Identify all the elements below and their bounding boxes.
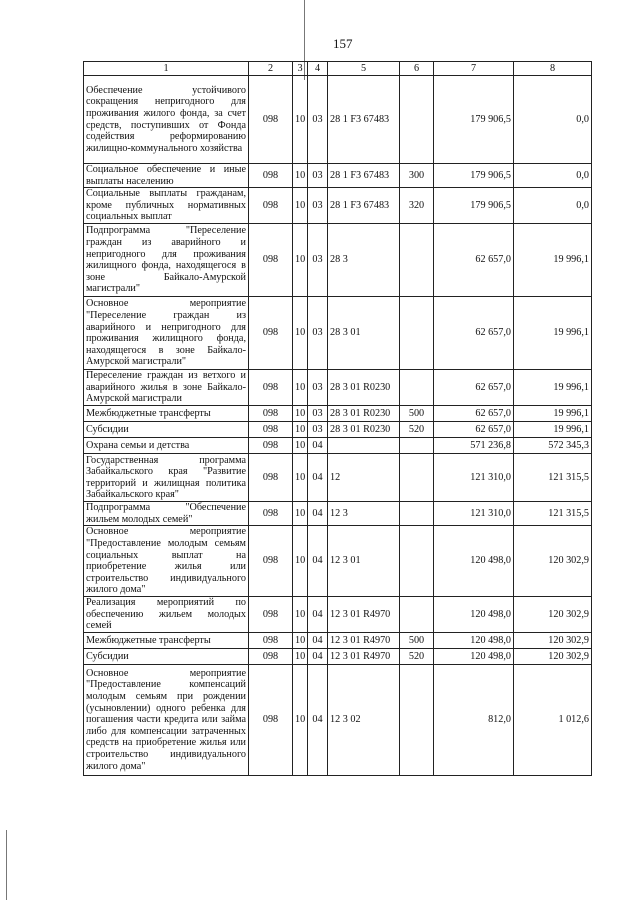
cell-name: Государственная программа Забайкальского края "Развитие территорий и жилищная политика Забайкальского края" bbox=[84, 454, 249, 502]
table-row bbox=[84, 188, 592, 224]
table-row bbox=[84, 76, 592, 164]
cell-grbs-code: 098 bbox=[249, 596, 293, 632]
cell-grbs-code: 098 bbox=[249, 454, 293, 502]
cell-amount-year-2: 121 315,5 bbox=[514, 454, 592, 502]
cell-grbs-code: 098 bbox=[249, 297, 293, 370]
cell-subsection-code: 04 bbox=[308, 454, 328, 502]
cell-expense-type-code bbox=[400, 596, 434, 632]
cell-expense-type-code: 520 bbox=[400, 422, 434, 438]
table-body bbox=[84, 76, 592, 776]
cell-amount-year-2: 19 996,1 bbox=[514, 370, 592, 406]
cell-amount-year-1: 62 657,0 bbox=[434, 224, 514, 297]
header-row bbox=[84, 62, 592, 76]
cell-name: Подпрограмма "Обеспечение жильем молодых семей" bbox=[84, 502, 249, 526]
cell-amount-year-1: 179 906,5 bbox=[434, 164, 514, 188]
table-row bbox=[84, 526, 592, 597]
cell-section-code: 10 bbox=[293, 526, 308, 597]
cell-grbs-code: 098 bbox=[249, 76, 293, 164]
cell-subsection-code: 04 bbox=[308, 664, 328, 775]
header-col-6: 6 bbox=[400, 62, 434, 76]
cell-section-code: 10 bbox=[293, 422, 308, 438]
cell-amount-year-1: 120 498,0 bbox=[434, 526, 514, 597]
cell-target-code: 12 3 02 bbox=[328, 664, 400, 775]
budget-table bbox=[83, 61, 592, 776]
cell-expense-type-code bbox=[400, 502, 434, 526]
cell-expense-type-code bbox=[400, 297, 434, 370]
cell-name: Охрана семьи и детства bbox=[84, 438, 249, 454]
cell-section-code: 10 bbox=[293, 76, 308, 164]
cell-name: Подпрограмма "Переселение граждан из аварийного и непригодного для проживания жилищного фонда, находящегося в зоне Байкало-Амурской магистрали" bbox=[84, 224, 249, 297]
cell-subsection-code: 04 bbox=[308, 502, 328, 526]
cell-subsection-code: 03 bbox=[308, 370, 328, 406]
cell-target-code bbox=[328, 438, 400, 454]
cell-expense-type-code: 520 bbox=[400, 648, 434, 664]
cell-grbs-code: 098 bbox=[249, 164, 293, 188]
cell-amount-year-2: 120 302,9 bbox=[514, 596, 592, 632]
header-col-4: 4 bbox=[308, 62, 328, 76]
cell-expense-type-code bbox=[400, 526, 434, 597]
cell-target-code: 28 1 F3 67483 bbox=[328, 188, 400, 224]
cell-amount-year-1: 120 498,0 bbox=[434, 596, 514, 632]
table-row bbox=[84, 297, 592, 370]
cell-amount-year-2: 572 345,3 bbox=[514, 438, 592, 454]
cell-grbs-code: 098 bbox=[249, 648, 293, 664]
cell-grbs-code: 098 bbox=[249, 664, 293, 775]
cell-amount-year-1: 179 906,5 bbox=[434, 188, 514, 224]
cell-amount-year-2: 120 302,9 bbox=[514, 526, 592, 597]
cell-section-code: 10 bbox=[293, 502, 308, 526]
cell-target-code: 12 3 01 bbox=[328, 526, 400, 597]
cell-amount-year-1: 812,0 bbox=[434, 664, 514, 775]
page-number: 157 bbox=[333, 36, 353, 51]
cell-amount-year-2: 120 302,9 bbox=[514, 632, 592, 648]
cell-name: Основное мероприятие "Предоставление молодым семьям социальных выплат на приобретение жилья или строительство индивидуального жилого дома" bbox=[84, 526, 249, 597]
cell-grbs-code: 098 bbox=[249, 188, 293, 224]
header-col-7: 7 bbox=[434, 62, 514, 76]
cell-target-code: 12 3 01 R4970 bbox=[328, 632, 400, 648]
table-row bbox=[84, 164, 592, 188]
scan-line-left bbox=[6, 830, 7, 900]
cell-subsection-code: 04 bbox=[308, 648, 328, 664]
cell-grbs-code: 098 bbox=[249, 422, 293, 438]
table-row bbox=[84, 422, 592, 438]
cell-name: Основное мероприятие "Предоставление компенсаций молодым семьям при рождении (усыновлении) одного ребенка для погашения части кредита или займа либо для компенсации затраченных средств на приобретение жилья или строительство индивидуального жилого дома" bbox=[84, 664, 249, 775]
table-row bbox=[84, 370, 592, 406]
cell-amount-year-2: 19 996,1 bbox=[514, 224, 592, 297]
cell-name: Субсидии bbox=[84, 422, 249, 438]
cell-amount-year-2: 121 315,5 bbox=[514, 502, 592, 526]
cell-name: Переселение граждан из ветхого и аварийного жилья в зоне Байкало-Амурской магистрали bbox=[84, 370, 249, 406]
cell-expense-type-code bbox=[400, 370, 434, 406]
cell-amount-year-2: 1 012,6 bbox=[514, 664, 592, 775]
cell-amount-year-2: 19 996,1 bbox=[514, 297, 592, 370]
cell-amount-year-1: 62 657,0 bbox=[434, 370, 514, 406]
cell-subsection-code: 04 bbox=[308, 596, 328, 632]
table-row bbox=[84, 454, 592, 502]
table-row bbox=[84, 664, 592, 775]
cell-amount-year-1: 62 657,0 bbox=[434, 422, 514, 438]
cell-target-code: 28 3 01 R0230 bbox=[328, 406, 400, 422]
table-row bbox=[84, 502, 592, 526]
cell-grbs-code: 098 bbox=[249, 370, 293, 406]
cell-amount-year-1: 121 310,0 bbox=[434, 454, 514, 502]
cell-amount-year-2: 0,0 bbox=[514, 76, 592, 164]
cell-expense-type-code bbox=[400, 664, 434, 775]
cell-name: Межбюджетные трансферты bbox=[84, 406, 249, 422]
cell-grbs-code: 098 bbox=[249, 406, 293, 422]
cell-section-code: 10 bbox=[293, 454, 308, 502]
cell-expense-type-code: 500 bbox=[400, 632, 434, 648]
cell-amount-year-2: 120 302,9 bbox=[514, 648, 592, 664]
cell-section-code: 10 bbox=[293, 297, 308, 370]
cell-amount-year-1: 120 498,0 bbox=[434, 648, 514, 664]
header-col-5: 5 bbox=[328, 62, 400, 76]
cell-section-code: 10 bbox=[293, 648, 308, 664]
cell-target-code: 28 3 01 R0230 bbox=[328, 422, 400, 438]
cell-target-code: 28 3 01 bbox=[328, 297, 400, 370]
cell-name: Реализация мероприятий по обеспечению жильем молодых семей bbox=[84, 596, 249, 632]
cell-grbs-code: 098 bbox=[249, 502, 293, 526]
cell-expense-type-code bbox=[400, 76, 434, 164]
cell-amount-year-1: 62 657,0 bbox=[434, 406, 514, 422]
cell-amount-year-1: 571 236,8 bbox=[434, 438, 514, 454]
cell-expense-type-code: 300 bbox=[400, 164, 434, 188]
cell-name: Основное мероприятие "Переселение граждан из аварийного и непригодного для проживания жилищного фонда, находящегося в зоне Байкало-Амурской магистрали" bbox=[84, 297, 249, 370]
table-row bbox=[84, 632, 592, 648]
cell-subsection-code: 03 bbox=[308, 422, 328, 438]
cell-target-code: 12 bbox=[328, 454, 400, 502]
cell-target-code: 12 3 01 R4970 bbox=[328, 596, 400, 632]
header-col-2: 2 bbox=[249, 62, 293, 76]
cell-expense-type-code: 500 bbox=[400, 406, 434, 422]
cell-section-code: 10 bbox=[293, 164, 308, 188]
header-col-1: 1 bbox=[84, 62, 249, 76]
cell-amount-year-1: 121 310,0 bbox=[434, 502, 514, 526]
cell-amount-year-2: 19 996,1 bbox=[514, 422, 592, 438]
cell-amount-year-1: 62 657,0 bbox=[434, 297, 514, 370]
cell-subsection-code: 03 bbox=[308, 224, 328, 297]
table-row bbox=[84, 406, 592, 422]
cell-name: Социальные выплаты гражданам, кроме публичных нормативных социальных выплат bbox=[84, 188, 249, 224]
cell-name: Обеспечение устойчивого сокращения непригодного для проживания жилого фонда, за счет средств, поступивших от Фонда содействия реформированию жилищно-коммунального хозяйства bbox=[84, 76, 249, 164]
cell-subsection-code: 03 bbox=[308, 76, 328, 164]
cell-subsection-code: 03 bbox=[308, 188, 328, 224]
header-col-3: 3 bbox=[293, 62, 308, 76]
table-row bbox=[84, 438, 592, 454]
cell-subsection-code: 04 bbox=[308, 632, 328, 648]
cell-target-code: 28 1 F3 67483 bbox=[328, 164, 400, 188]
cell-name: Субсидии bbox=[84, 648, 249, 664]
cell-subsection-code: 03 bbox=[308, 406, 328, 422]
cell-amount-year-2: 19 996,1 bbox=[514, 406, 592, 422]
cell-name: Социальное обеспечение и иные выплаты населению bbox=[84, 164, 249, 188]
cell-expense-type-code bbox=[400, 454, 434, 502]
cell-target-code: 28 3 bbox=[328, 224, 400, 297]
cell-grbs-code: 098 bbox=[249, 526, 293, 597]
cell-amount-year-1: 179 906,5 bbox=[434, 76, 514, 164]
cell-amount-year-2: 0,0 bbox=[514, 164, 592, 188]
cell-grbs-code: 098 bbox=[249, 438, 293, 454]
cell-subsection-code: 03 bbox=[308, 164, 328, 188]
cell-section-code: 10 bbox=[293, 596, 308, 632]
cell-section-code: 10 bbox=[293, 406, 308, 422]
cell-expense-type-code bbox=[400, 224, 434, 297]
cell-amount-year-2: 0,0 bbox=[514, 188, 592, 224]
cell-grbs-code: 098 bbox=[249, 632, 293, 648]
table-row bbox=[84, 648, 592, 664]
cell-section-code: 10 bbox=[293, 438, 308, 454]
cell-section-code: 10 bbox=[293, 224, 308, 297]
cell-amount-year-1: 120 498,0 bbox=[434, 632, 514, 648]
cell-subsection-code: 04 bbox=[308, 526, 328, 597]
cell-section-code: 10 bbox=[293, 370, 308, 406]
cell-target-code: 28 3 01 R0230 bbox=[328, 370, 400, 406]
cell-name: Межбюджетные трансферты bbox=[84, 632, 249, 648]
cell-expense-type-code bbox=[400, 438, 434, 454]
cell-expense-type-code: 320 bbox=[400, 188, 434, 224]
cell-grbs-code: 098 bbox=[249, 224, 293, 297]
cell-subsection-code: 04 bbox=[308, 438, 328, 454]
table-row bbox=[84, 596, 592, 632]
cell-target-code: 12 3 01 R4970 bbox=[328, 648, 400, 664]
cell-section-code: 10 bbox=[293, 188, 308, 224]
cell-section-code: 10 bbox=[293, 664, 308, 775]
cell-subsection-code: 03 bbox=[308, 297, 328, 370]
cell-target-code: 12 3 bbox=[328, 502, 400, 526]
cell-target-code: 28 1 F3 67483 bbox=[328, 76, 400, 164]
header-col-8: 8 bbox=[514, 62, 592, 76]
table-row bbox=[84, 224, 592, 297]
cell-section-code: 10 bbox=[293, 632, 308, 648]
